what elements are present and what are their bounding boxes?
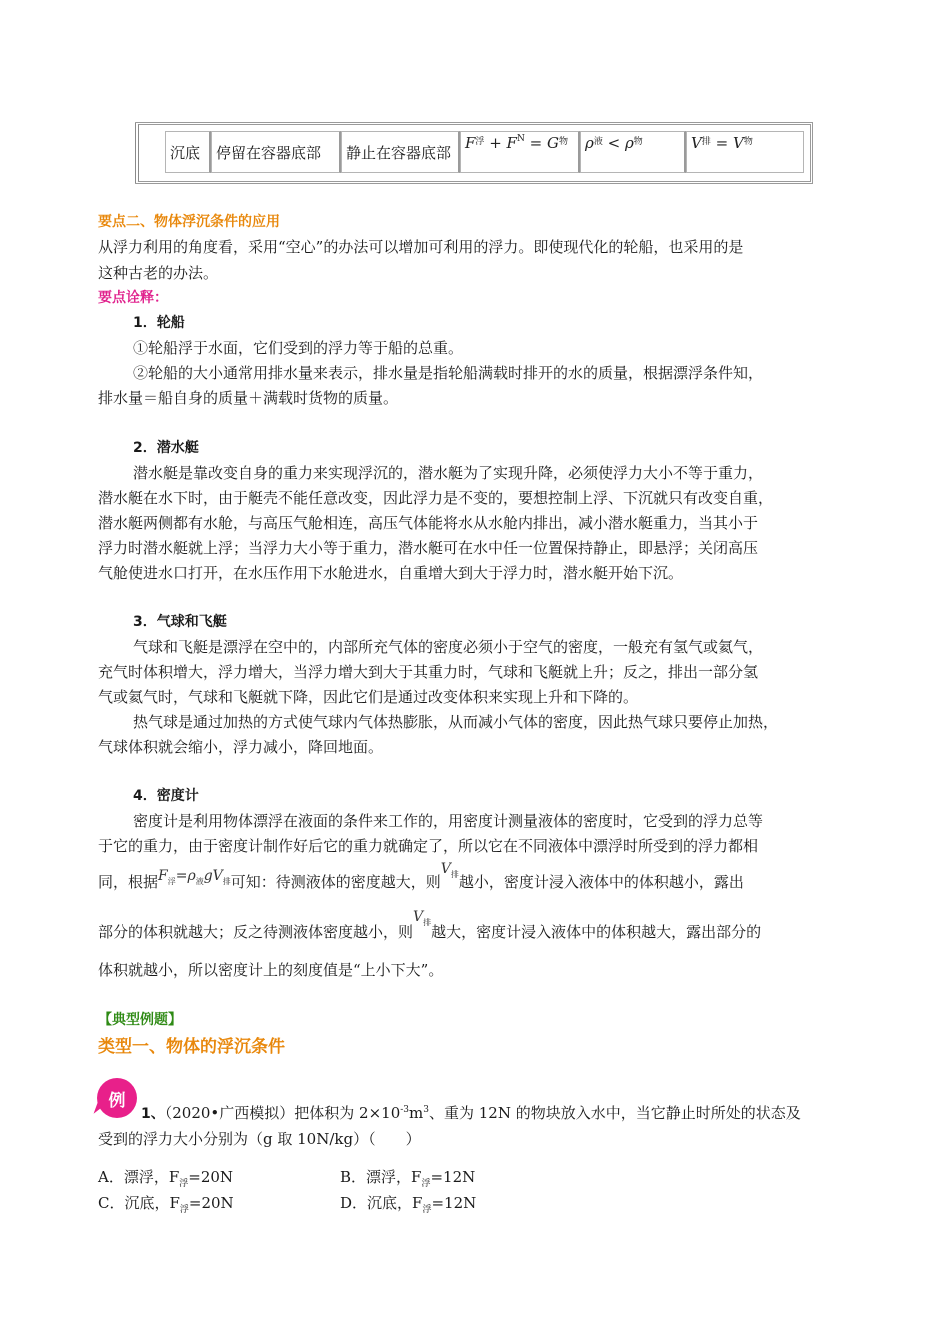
buoyancy-formula [158, 868, 231, 887]
text-run: 、重为 12N 的物块放入水中，当它静止时所处的状态及 [429, 1104, 801, 1122]
eq-operator: + [484, 134, 507, 152]
volume-symbol [413, 909, 431, 928]
formula-subscript: 排 [222, 876, 231, 886]
paragraph-line-with-formula [98, 909, 762, 942]
eq-term: F [506, 134, 517, 152]
sink-condition-table [135, 122, 813, 184]
formula-term: gV [203, 868, 223, 884]
description-cell: 停留在容器底部 [211, 131, 341, 173]
eq-subscript: 液 [593, 137, 603, 147]
paragraph-line: ①轮船浮于水面，它们受到的浮力等于船的总重。 [133, 339, 464, 357]
example-badge-icon: 例 [97, 1078, 137, 1118]
section-heading: 要点二、物体浮沉条件的应用 [98, 214, 280, 230]
question-number: 1、 [141, 1106, 165, 1122]
paragraph-line: 潜水艇两侧都有水舱，与高压气舱相连，高压气体能将水从水舱内排出，减小潜水艇重力，当其小于 [98, 514, 759, 532]
subsection-title-balloon: 3．气球和飞艇 [133, 614, 227, 630]
text-run: 同，根据 [98, 873, 159, 891]
volume-symbol [441, 861, 459, 880]
force-equation-cell [460, 131, 580, 173]
option-subscript: 浮 [179, 1205, 189, 1215]
eq-subscript: 浮 [475, 137, 485, 147]
eq-subscript: 物 [743, 137, 753, 147]
option-value: =12N [431, 1194, 477, 1212]
eq-operator: = [710, 134, 733, 152]
motion-cell: 静止在容器底部 [341, 131, 460, 173]
paragraph-line: 气球和飞艇是漂浮在空中的，内部所充气体的密度必须小于空气的密度，一般充有氢气或氦气， [133, 638, 764, 656]
option-c[interactable] [98, 1192, 234, 1213]
paragraph-line-with-formula [98, 861, 744, 892]
eq-operator: = [524, 134, 547, 152]
subsection-title-submarine: 2．潜水艇 [133, 440, 199, 456]
option-value: =12N [430, 1168, 476, 1186]
paragraph-line: 热气球是通过加热的方式使气球内气体热膨胀，从而减小气体的密度，因此热气球只要停止加热， [133, 713, 779, 731]
eq-subscript: N [516, 134, 525, 144]
subsection-title-ship: 1．轮船 [133, 315, 185, 331]
option-b[interactable] [340, 1166, 475, 1187]
subsection-title-hydrometer: 4．密度计 [133, 788, 199, 804]
exponent: 3 [423, 1105, 429, 1115]
text-run: 越小，密度计浸入液体中的体积越小，露出 [458, 873, 744, 891]
text-run: 越大，密度计浸入液体中的体积越大，露出部分的 [431, 923, 762, 941]
paragraph-line: 这种古老的办法。 [98, 264, 219, 282]
paragraph-line: 气或氦气时，气球和飞艇就下降，因此它们是通过改变体积来实现上升和下降的。 [98, 688, 639, 706]
eq-term: ρ [624, 134, 634, 152]
formula-term: F [158, 868, 168, 884]
option-d[interactable] [340, 1192, 476, 1213]
option-label: B．漂浮，F [340, 1168, 422, 1186]
table-row [165, 131, 804, 173]
option-label: D．沉底，F [340, 1194, 423, 1212]
examples-heading: 【典型例题】 [98, 1012, 182, 1028]
text-run: （2020•广西模拟）把体积为 2×10 [164, 1104, 401, 1122]
paragraph-line: 从浮力利用的角度看，采用“空心”的办法可以增加可利用的浮力。即使现代化的轮船，也采用的是 [98, 238, 744, 256]
formula-subscript: 浮 [167, 876, 176, 886]
option-value: =20N [188, 1168, 234, 1186]
eq-subscript: 排 [701, 137, 711, 147]
text-run: 部分的体积就越大；反之待测液体密度越小，则 [98, 923, 414, 941]
paragraph-line: 潜水艇是靠改变自身的重力来实现浮沉的，潜水艇为了实现升降，必须使浮力大小不等于重力， [133, 464, 764, 482]
state-cell: 沉底 [165, 131, 211, 173]
formula-subscript: 排 [450, 869, 459, 879]
question-line [141, 1102, 801, 1123]
eq-term: ρ [585, 134, 594, 152]
eq-subscript: 物 [558, 137, 568, 147]
option-subscript: 浮 [179, 1179, 189, 1189]
paragraph-line: 充气时体积增大，浮力增大，当浮力增大到大于其重力时，气球和飞艇就上升；反之，排出一部分氢 [98, 663, 759, 681]
formula-subscript: 排 [423, 917, 432, 927]
formula-term: V [413, 909, 424, 925]
formula-subscript: 液 [195, 876, 204, 886]
paragraph-line: 潜水艇在水下时，由于艇壳不能任意改变，因此浮力是不变的，要想控制上浮、下沉就只有改变自重， [98, 489, 774, 507]
eq-term: G [546, 134, 559, 152]
option-label: A．漂浮，F [98, 1168, 180, 1186]
type-heading: 类型一、物体的浮沉条件 [98, 1037, 285, 1057]
paragraph-line: 气球体积就会缩小，浮力减小，降回地面。 [98, 738, 384, 756]
text-run: 可知：待测液体的密度越大，则 [230, 873, 441, 891]
eq-term: V [691, 134, 702, 152]
paragraph-line: 于它的重力，由于密度计制作好后它的重力就确定了，所以它在不同液体中漂浮时所受到的浮力都相 [98, 837, 759, 855]
eq-subscript: 物 [633, 137, 643, 147]
option-label: C．沉底，F [98, 1194, 180, 1212]
option-subscript: 浮 [422, 1205, 432, 1215]
text-run: m [409, 1104, 424, 1122]
formula-term: =ρ [175, 868, 196, 884]
volume-equation-cell [686, 131, 804, 173]
paragraph-line: 体积就越小，所以密度计上的刻度值是“上小下大”。 [98, 961, 444, 979]
formula-term: V [440, 861, 451, 877]
question-line: 受到的浮力大小分别为（g 取 10N/kg）（ ） [98, 1130, 421, 1148]
density-equation-cell [580, 131, 686, 173]
option-value: =20N [188, 1194, 234, 1212]
paragraph-line: 密度计是利用物体漂浮在液面的条件来工作的，用密度计测量液体的密度时，它受到的浮力总等 [133, 812, 764, 830]
paragraph-line: 浮力时潜水艇就上浮；当浮力大小等于重力，潜水艇可在水中任一位置保持静止，即悬浮；关闭高压 [98, 539, 759, 557]
option-a[interactable] [98, 1166, 233, 1187]
paragraph-line: 气舱使进水口打开，在水压作用下水舱进水，自重增大到大于浮力时，潜水艇开始下沉。 [98, 564, 684, 582]
exponent: -3 [400, 1105, 410, 1115]
eq-term: V [732, 134, 744, 152]
eq-operator: < [602, 134, 625, 152]
note-heading: 要点诠释： [98, 290, 168, 306]
paragraph-line: ②轮船的大小通常用排水量来表示，排水量是指轮船满载时排开的水的质量，根据漂浮条件知， [133, 364, 764, 382]
eq-term: F [465, 134, 476, 152]
option-subscript: 浮 [421, 1179, 431, 1189]
paragraph-line: 排水量＝船自身的质量＋满载时货物的质量。 [98, 389, 399, 407]
